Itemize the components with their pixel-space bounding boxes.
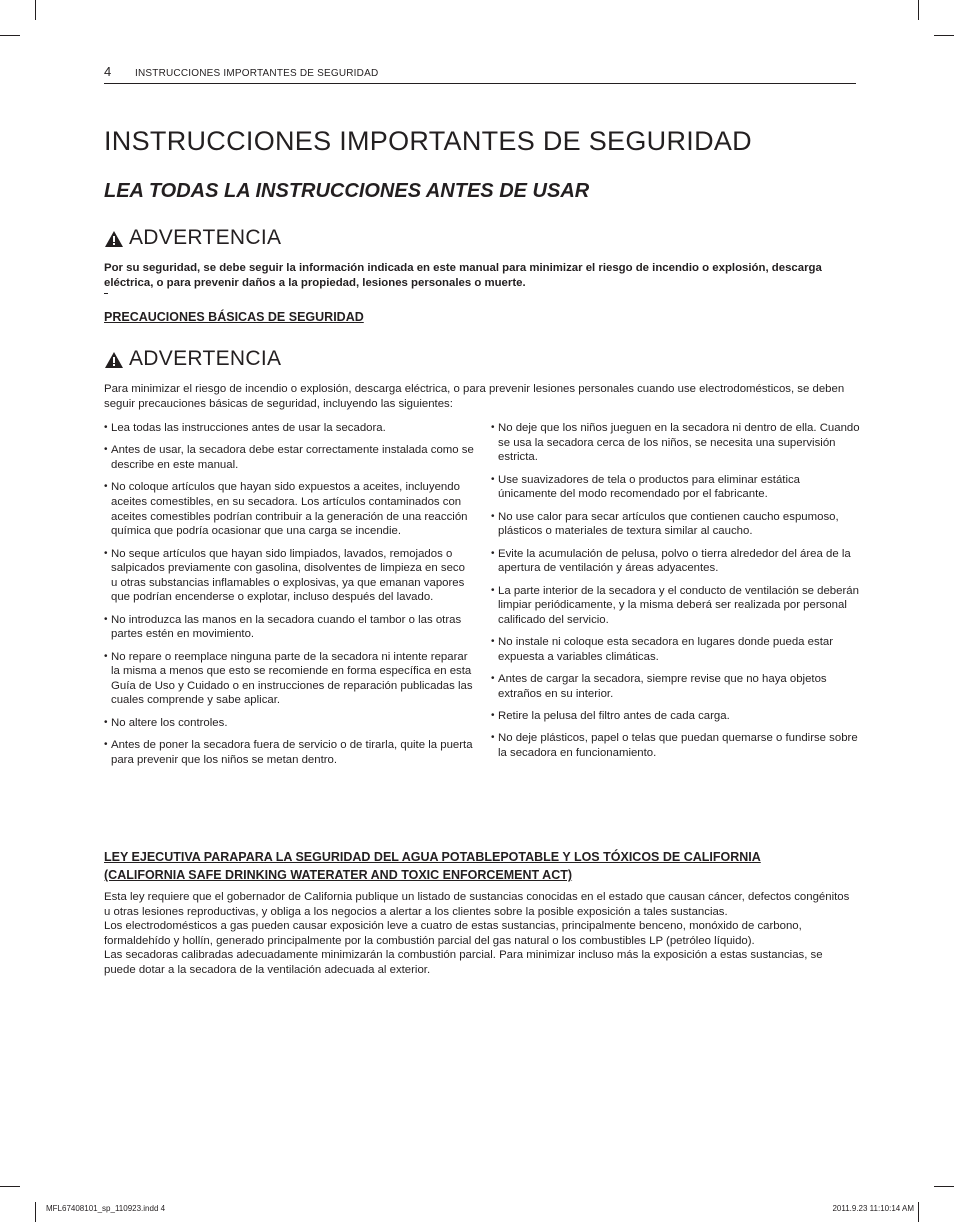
list-item: • Use suavizadores de tela o productos para eliminar estática únicamente del modo recomendado por el fabricante. <box>491 473 861 502</box>
list-item: • Lea todas las instrucciones antes de usar la secadora. <box>104 421 474 436</box>
list-item: • No deje plásticos, papel o telas que puedan quemarse o fundirse sobre la secadora en funcionamiento. <box>491 731 861 760</box>
precautions-list-right <box>491 421 861 768</box>
law-paragraph: Esta ley requiere que el gobernador de California publique un listado de sustancias conocidas en el estado que causan cáncer, defectos congénitos u otras lesiones reproductivas, y obliga a los negocios a alertar a los clientes sobre la posible exposición a tales sustancias. <box>104 891 850 918</box>
list-item: • No introduzca las manos en la secadora cuando el tambor o las otras partes estén en movimiento. <box>104 613 474 642</box>
list-item: • Retire la pelusa del filtro antes de cada carga. <box>491 709 861 724</box>
list-item: • No altere los controles. <box>104 716 474 731</box>
page-header <box>104 64 856 84</box>
law-paragraph: Los electrodomésticos a gas pueden causar exposición leve a cuatro de estas sustancias, principalmente benceno, monóxido de carbono, formaldehído y hollín, generado principalmente por la combustión parcial del gas natural o los combustibles LP (petróleo líquido). <box>104 920 802 947</box>
crop-mark <box>35 1202 36 1222</box>
page-title: INSTRUCCIONES IMPORTANTES DE SEGURIDAD <box>104 126 752 156</box>
list-item: • Antes de usar, la secadora debe estar correctamente instalada como se describe en este manual. <box>104 443 474 472</box>
law-heading-line: LEY EJECUTIVA PARAPARA LA SEGURIDAD DEL AGUA POTABLEPOTABLE Y LOS TÓXICOS DE CALIFORNIA <box>104 850 761 864</box>
list-item: • La parte interior de la secadora y el conducto de ventilación se deberán limpiar periódicamente, y la misma deberá ser realizada por personal calificado del servicio. <box>491 584 861 628</box>
divider <box>104 293 108 294</box>
page-subtitle: LEA TODAS LA INSTRUCCIONES ANTES DE USAR <box>104 180 590 202</box>
crop-mark <box>0 1186 20 1187</box>
list-item: • No seque artículos que hayan sido limpiados, lavados, remojados o salpicados previamente con gasolina, disolventes de limpieza en seco u otras substancias inflamables o explosivas, ya que emanan vapores que podrían encenderse o explotar, incluso después del lavado. <box>104 547 474 605</box>
precautions-heading: PRECAUCIONES BÁSICAS DE SEGURIDAD <box>104 310 364 324</box>
law-heading <box>104 848 761 884</box>
list-item: • Antes de cargar la secadora, siempre revise que no haya objetos extraños en su interior. <box>491 672 861 701</box>
crop-mark <box>918 0 919 20</box>
footer-file-name: MFL67408101_sp_110923.indd 4 <box>46 1204 166 1213</box>
precautions-list-left <box>104 421 474 775</box>
list-item: • Antes de poner la secadora fuera de servicio o de tirarla, quite la puerta para prevenir que los niños se metan dentro. <box>104 738 474 767</box>
law-paragraph: Las secadoras calibradas adecuadamente minimizarán la combustión parcial. Para minimizar incluso más la exposición a estas sustancias, se puede dotar a la secadora de la ventilación adecuada al exterior. <box>104 949 823 976</box>
law-heading-line: (CALIFORNIA SAFE DRINKING WATERATER AND TOXIC ENFORCEMENT ACT) <box>104 868 573 882</box>
list-item: • No use calor para secar artículos que contienen caucho espumoso, plásticos o materiales de textura similar al caucho. <box>491 510 861 539</box>
warning-triangle-icon <box>104 351 124 369</box>
crop-mark <box>934 1186 954 1187</box>
warning-label: ADVERTENCIA <box>129 347 282 370</box>
crop-mark <box>934 35 954 36</box>
list-item: • No coloque artículos que hayan sido expuestos a aceites, incluyendo aceites comestibles, en su secadora. Los artículos contaminados con aceites comestibles podrían contribuir a la generación de una reacción química que podría ocasionar que una carga se incendie. <box>104 480 474 538</box>
running-title: INSTRUCCIONES IMPORTANTES DE SEGURIDAD <box>135 68 379 79</box>
footer-timestamp: 2011.9.23 11:10:14 AM <box>832 1204 914 1213</box>
list-item: • No repare o reemplace ninguna parte de la secadora ni intente reparar la misma a menos que esto se recomiende en forma específica en esta Guía de Uso y Cuidado o en instrucciones de reparación publicadas las cuales comprende y sabe aplicar. <box>104 650 474 708</box>
list-item: • Evite la acumulación de pelusa, polvo o tierra alrededor del área de la apertura de ventilación y áreas adyacentes. <box>491 547 861 576</box>
crop-mark <box>918 1202 919 1222</box>
precautions-intro: Para minimizar el riesgo de incendio o explosión, descarga eléctrica, o para prevenir lesiones personales cuando use electrodomésticos, se deben seguir precauciones básicas de seguridad, incluyendo las siguientes: <box>104 383 845 410</box>
crop-mark <box>35 0 36 20</box>
warning-label: ADVERTENCIA <box>129 226 282 249</box>
list-item: • No deje que los niños jueguen en la secadora ni dentro de ella. Cuando se usa la secadora cerca de los niños, se necesita una supervisión estricta. <box>491 421 861 465</box>
safety-warning-text: Por su seguridad, se debe seguir la información indicada en este manual para minimizar el riesgo de incendio o explosión, descarga eléctrica, o para prevenir daños a la propiedad, lesiones personales o muerte. <box>104 262 822 289</box>
law-body <box>104 890 856 977</box>
warning-triangle-icon <box>104 230 124 248</box>
list-item: • No instale ni coloque esta secadora en lugares donde pueda estar expuesta a variables climáticas. <box>491 635 861 664</box>
crop-mark <box>0 35 20 36</box>
page-number: 4 <box>104 64 112 79</box>
